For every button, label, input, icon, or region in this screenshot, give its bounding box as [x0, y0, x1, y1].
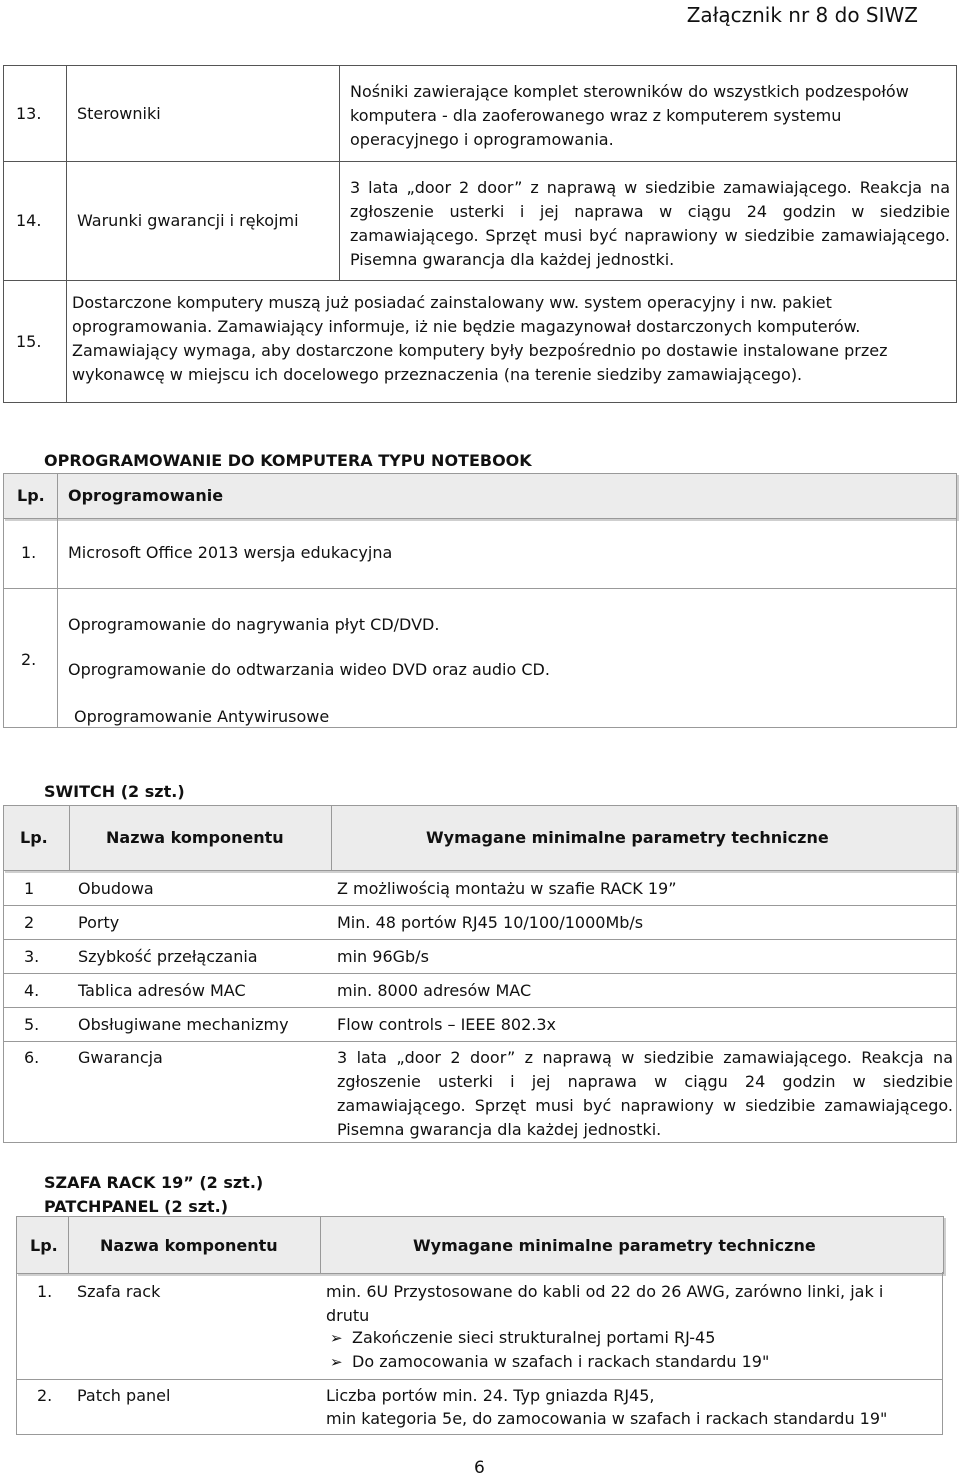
- divider: [3, 1142, 957, 1143]
- rack-row-number: 2.: [37, 1386, 53, 1405]
- rack-row-params: min kategoria 5e, do zamocowania w szafach i rackach standardu 19": [326, 1409, 888, 1428]
- switch-row-number: 1: [24, 879, 35, 898]
- switch-col-name: Nazwa komponentu: [106, 828, 284, 847]
- software-item: Oprogramowanie do nagrywania płyt CD/DVD.: [68, 615, 440, 634]
- switch-col-lp: Lp.: [20, 828, 48, 847]
- table-row: [4, 162, 957, 281]
- arrow-bullet-icon: ➢: [330, 1329, 343, 1347]
- switch-row-number: 4.: [24, 981, 40, 1000]
- divider: [69, 805, 70, 870]
- switch-row-number: 6.: [24, 1048, 40, 1067]
- divider: [331, 805, 332, 870]
- divider: [956, 517, 957, 728]
- rack-row-params: min. 6U Przystosowane do kabli od 22 do 26 AWG, zarówno linki, jak i drutu: [326, 1282, 884, 1325]
- table-row: [4, 66, 957, 162]
- divider: [3, 869, 4, 1143]
- switch-row-params: Min. 48 portów RJ45 10/100/1000Mb/s: [337, 913, 644, 932]
- switch-section-title: SWITCH (2 szt.): [44, 782, 185, 801]
- rack-col-name: Nazwa komponentu: [100, 1236, 278, 1255]
- switch-row-number: 3.: [24, 947, 40, 966]
- requirements-table: [3, 65, 957, 403]
- software-item: Microsoft Office 2013 wersja edukacyjna: [68, 543, 393, 562]
- software-row-number: 2.: [21, 650, 37, 669]
- divider: [16, 1272, 17, 1435]
- divider: [68, 1216, 69, 1273]
- divider: [57, 473, 58, 518]
- row-number: 13.: [4, 66, 67, 162]
- bullet-text: Do zamocowania w szafach i rackach standardu 19": [352, 1352, 770, 1371]
- bullet-item: [330, 1326, 715, 1350]
- divider: [3, 727, 957, 728]
- row-name: Warunki gwarancji i rękojmi: [67, 162, 340, 281]
- bullet-text: Zakończenie sieci strukturalnej portami RJ-45: [352, 1328, 716, 1347]
- software-item: Oprogramowanie Antywirusowe: [74, 707, 330, 726]
- divider: [57, 517, 58, 728]
- divider: [320, 1216, 321, 1273]
- patchpanel-section-title: PATCHPANEL (2 szt.): [44, 1197, 229, 1216]
- page-number: 6: [474, 1458, 485, 1478]
- switch-col-params: Wymagane minimalne parametry techniczne: [426, 828, 829, 847]
- divider: [3, 1007, 957, 1008]
- rack-row-name: Patch panel: [77, 1386, 171, 1405]
- switch-row-name: Szybkość przełączania: [78, 947, 258, 966]
- rack-row-number: 1.: [37, 1282, 53, 1301]
- rack-row-name: Szafa rack: [77, 1282, 161, 1301]
- rack-row-params: Liczba portów min. 24. Typ gniazda RJ45,: [326, 1386, 655, 1405]
- divider: [3, 588, 957, 589]
- software-col-name: Oprogramowanie: [68, 486, 224, 505]
- divider: [942, 1272, 943, 1435]
- row-description: 3 lata „door 2 door” z naprawą w siedzibie zamawiającego. Reakcja na zgłoszenie usterki i jej naprawa w ciągu 24 godzin w siedzibie zamawiającego. Sprzęt musi być naprawiony w siedzibie zamawiającego. Pisemna gwarancja dla każdej jednostki.: [340, 162, 957, 281]
- software-col-lp: Lp.: [17, 486, 45, 505]
- switch-row-number: 5.: [24, 1015, 40, 1034]
- switch-row-name: Gwarancja: [78, 1048, 163, 1067]
- switch-row-params: Z możliwością montażu w szafie RACK 19”: [337, 879, 677, 898]
- divider: [16, 1379, 943, 1380]
- divider: [3, 517, 4, 728]
- switch-row-name: Obudowa: [78, 879, 154, 898]
- software-item: Oprogramowanie do odtwarzania wideo DVD oraz audio CD.: [68, 660, 550, 679]
- divider: [3, 973, 957, 974]
- arrow-bullet-icon: ➢: [330, 1353, 343, 1371]
- switch-row-name: Tablica adresów MAC: [78, 981, 246, 1000]
- rack-col-params: Wymagane minimalne parametry techniczne: [413, 1236, 816, 1255]
- rack-section-title: SZAFA RACK 19” (2 szt.): [44, 1173, 264, 1192]
- row-description: Dostarczone komputery muszą już posiadać zainstalowany ww. system operacyjny i nw. pakiet oprogramowania. Zamawiający informuje, iż nie będzie magazynował dostarczonych komputerów. Zamawiający wymaga, aby dostarczone komputery były bezpośrednio po dostawie instalowane przez wykonawcę w miejscu ich docelowego przeznaczenia (na terenie siedziby zamawiającego).: [67, 281, 957, 403]
- row-name: Sterowniki: [67, 66, 340, 162]
- software-section-title: OPROGRAMOWANIE DO KOMPUTERA TYPU NOTEBOOK: [44, 451, 532, 470]
- switch-row-params: min. 8000 adresów MAC: [337, 981, 532, 1000]
- divider: [16, 1434, 943, 1435]
- divider: [3, 1041, 957, 1042]
- row-number: 14.: [4, 162, 67, 281]
- software-row-number: 1.: [21, 543, 37, 562]
- attachment-header: Załącznik nr 8 do SIWZ: [686, 3, 918, 27]
- switch-row-params: min 96Gb/s: [337, 947, 429, 966]
- row-number: 15.: [4, 281, 67, 403]
- switch-row-name: Obsługiwane mechanizmy: [78, 1015, 289, 1034]
- divider: [3, 905, 957, 906]
- row-description: Nośniki zawierające komplet sterowników do wszystkich podzespołów komputera - dla zaoferowanego wraz z komputerem systemu operacyjnego i oprogramowania.: [340, 66, 957, 162]
- rack-col-lp: Lp.: [30, 1236, 58, 1255]
- bullet-item: [330, 1350, 769, 1374]
- divider: [3, 939, 957, 940]
- table-row: [4, 281, 957, 403]
- switch-row-params: Flow controls – IEEE 802.3x: [337, 1015, 556, 1034]
- switch-row-params: 3 lata „door 2 door” z naprawą w siedzibie zamawiającego. Reakcja na zgłoszenie usterki i jej naprawa w ciągu 24 godzin w siedzibie zamawiającego. Sprzęt musi być naprawiony w siedzibie zamawiającego. Pisemna gwarancja dla każdej jednostki.: [337, 1048, 953, 1139]
- switch-row-number: 2: [24, 913, 35, 932]
- switch-row-name: Porty: [78, 913, 120, 932]
- divider: [956, 869, 957, 1143]
